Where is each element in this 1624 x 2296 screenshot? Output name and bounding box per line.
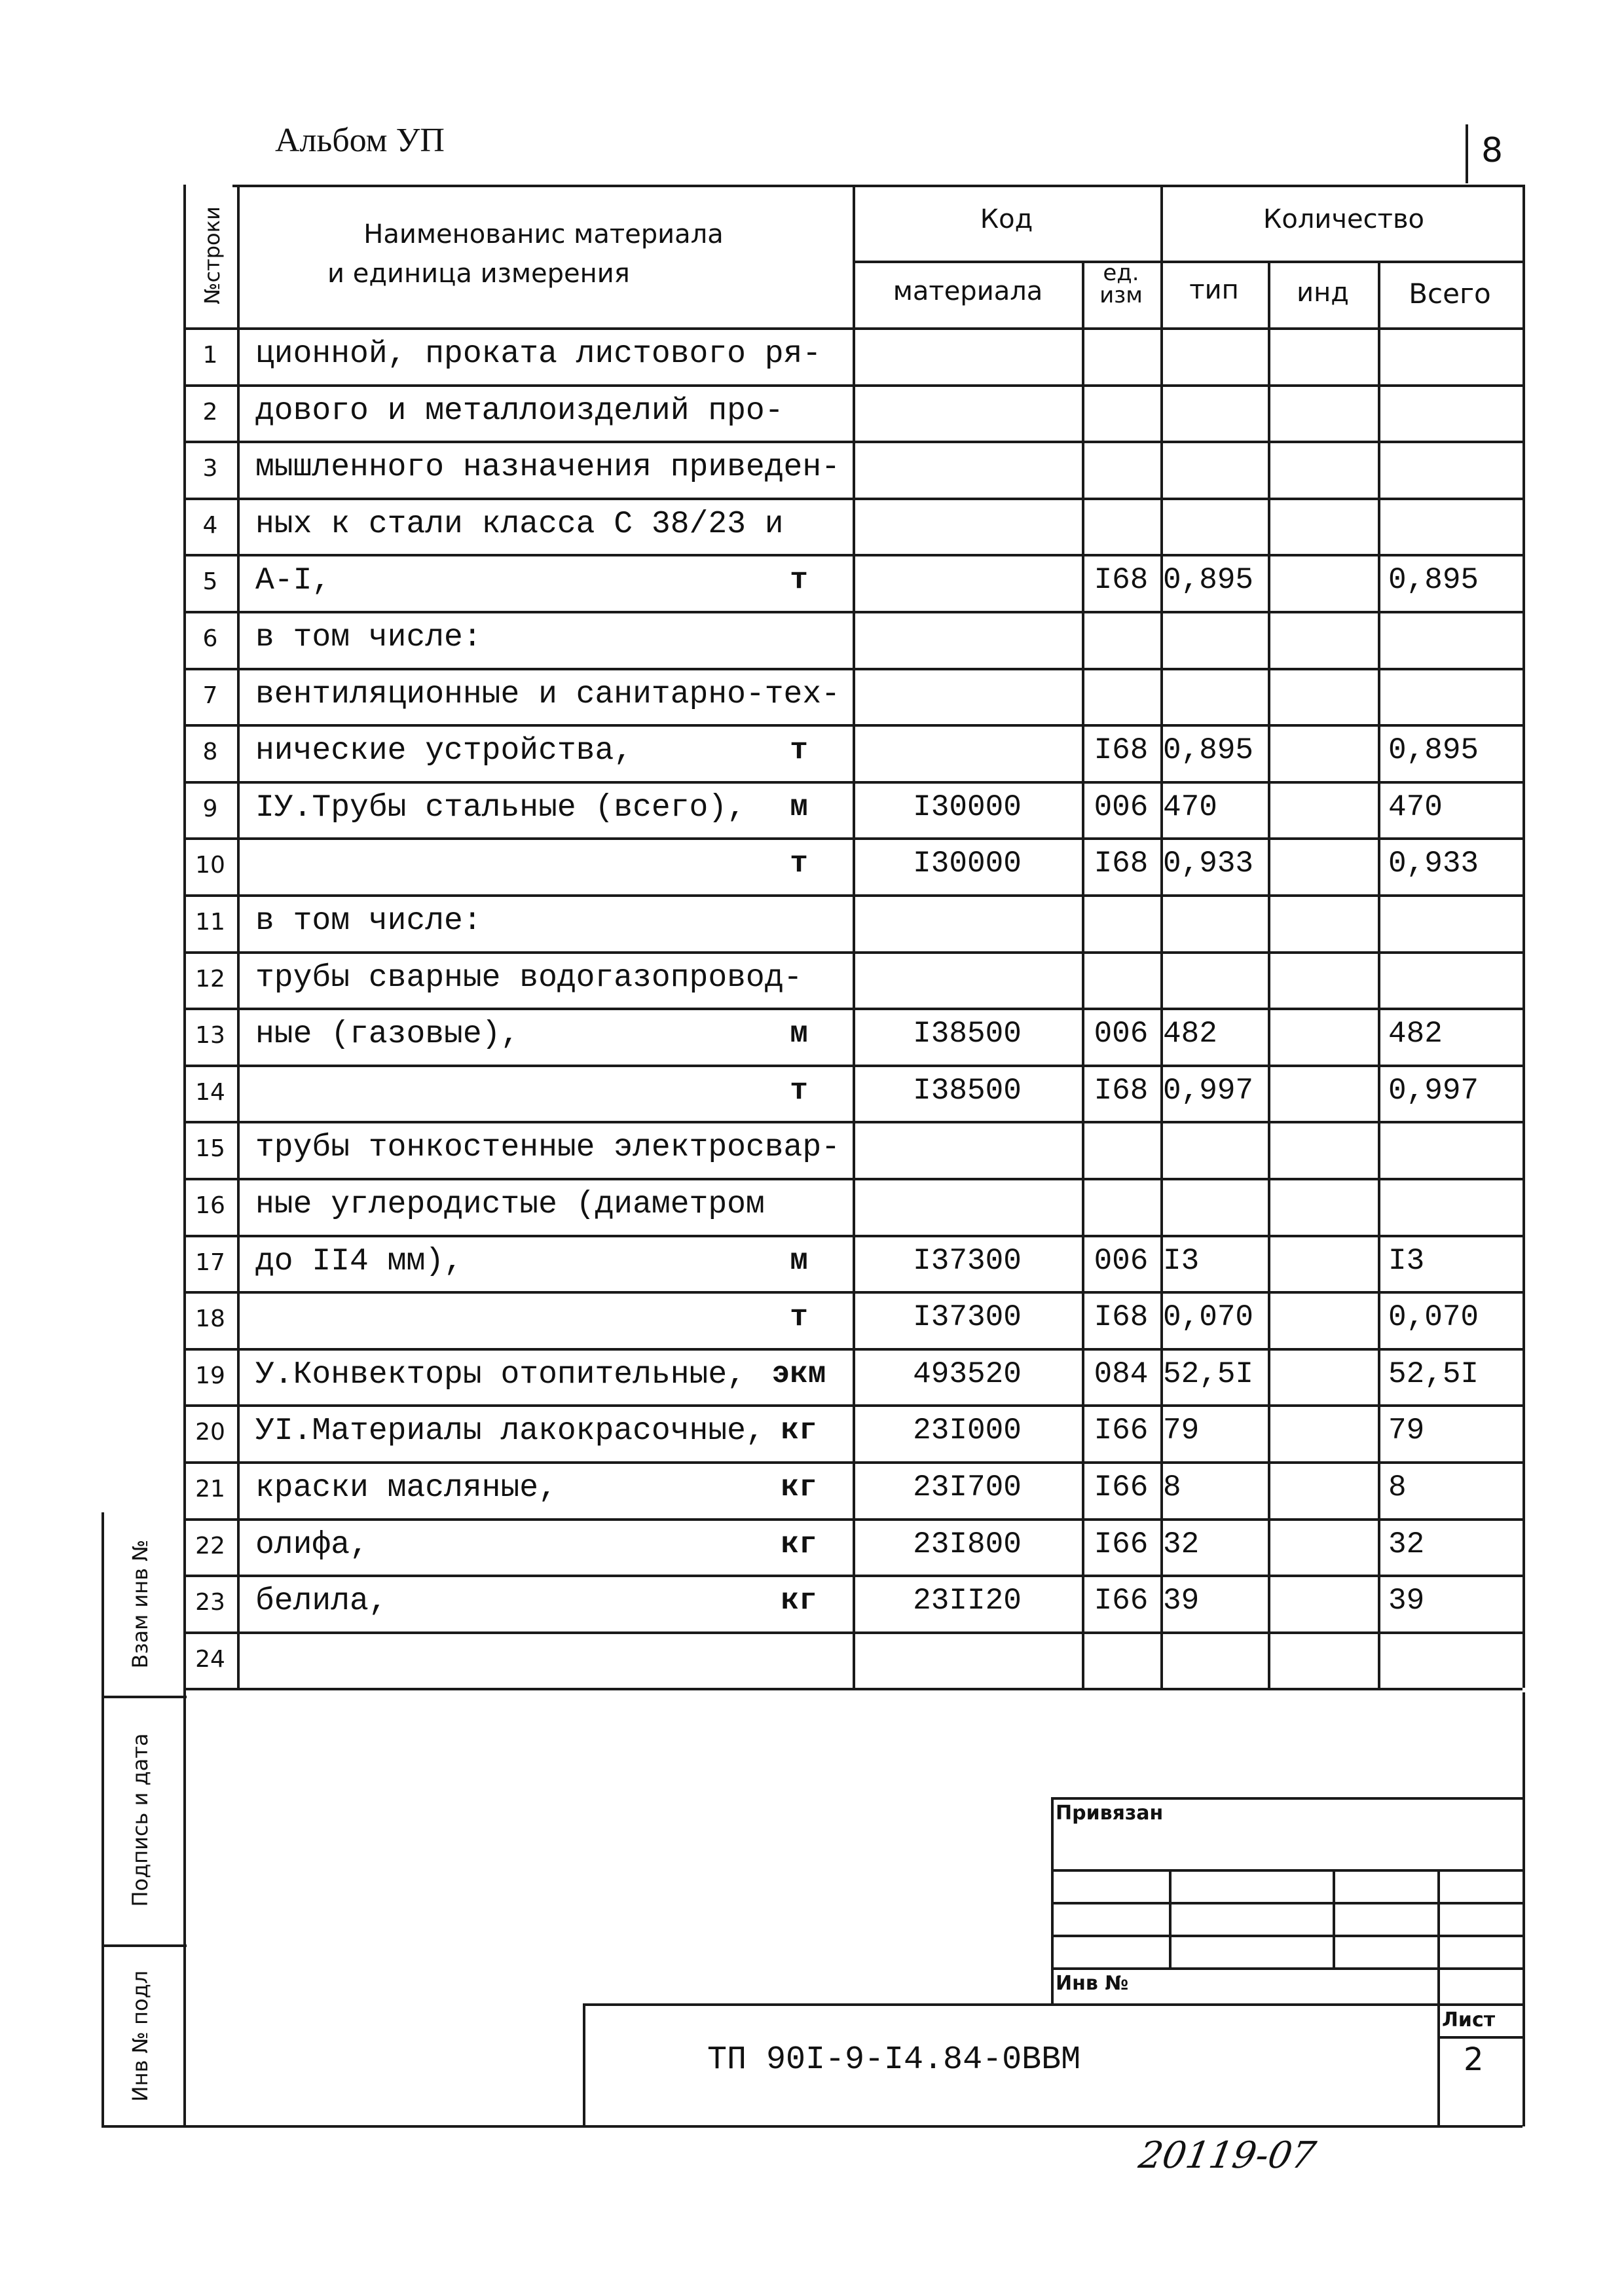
row-number: 6 xyxy=(202,625,218,652)
qty-type: I3 xyxy=(1163,1243,1200,1278)
material-unit: т xyxy=(790,847,808,881)
unit-code: I68 xyxy=(1094,733,1149,768)
material-unit: экм xyxy=(771,1357,826,1391)
quantity-header: Количество xyxy=(1263,204,1424,234)
name-header-line1: Наименованис материала xyxy=(363,219,724,249)
material-code: 23I000 xyxy=(913,1413,1022,1448)
row-number: 5 xyxy=(202,568,218,596)
qty-type: 0,895 xyxy=(1163,733,1254,768)
sheet-label: Лист xyxy=(1442,2009,1496,2032)
qty-total: 79 xyxy=(1388,1413,1425,1448)
unit-code: I68 xyxy=(1094,1300,1149,1335)
material-name: ные углеродистые (диаметром xyxy=(255,1187,765,1222)
unit-code: I66 xyxy=(1094,1470,1149,1504)
qty-ind-header: инд xyxy=(1297,278,1349,308)
material-name: белила, xyxy=(255,1584,388,1620)
qty-type: 52,5I xyxy=(1163,1357,1254,1391)
qty-type: 0,070 xyxy=(1163,1300,1254,1335)
sheet-number: 2 xyxy=(1464,2041,1484,2078)
material-name: А-I, xyxy=(255,563,331,599)
code-unit-header: ед. изм xyxy=(1099,260,1143,308)
qty-total: 0,895 xyxy=(1388,733,1479,768)
material-name: трубы тонкостенные электросвар- xyxy=(255,1130,840,1166)
material-code: I37300 xyxy=(913,1243,1022,1278)
material-name: УI.Материалы лакокрасочные, xyxy=(255,1413,765,1449)
qty-total: 32 xyxy=(1388,1527,1425,1561)
row-number: 23 xyxy=(195,1589,225,1616)
material-name: ные (газовые), xyxy=(255,1017,520,1053)
unit-code: 006 xyxy=(1094,1017,1149,1051)
qty-total: 0,933 xyxy=(1388,847,1479,881)
material-code: I38500 xyxy=(913,1017,1022,1051)
document-code: ТП 90I-9-I4.84-0ВВМ xyxy=(707,2041,1081,2079)
row-number: 4 xyxy=(202,511,218,539)
unit-code: 006 xyxy=(1094,1243,1149,1278)
row-number: 16 xyxy=(195,1192,225,1219)
material-unit: м xyxy=(790,790,808,824)
unit-code: I66 xyxy=(1094,1527,1149,1561)
material-unit: кг xyxy=(781,1470,817,1504)
row-number: 24 xyxy=(195,1645,225,1673)
unit-code: I66 xyxy=(1094,1413,1149,1448)
material-unit: кг xyxy=(781,1584,817,1618)
row-number: 10 xyxy=(195,852,225,879)
material-name: краски масляные, xyxy=(255,1470,557,1506)
qty-type: 79 xyxy=(1163,1413,1200,1448)
material-code: I38500 xyxy=(913,1073,1022,1108)
row-number: 21 xyxy=(195,1476,225,1503)
row-number: 2 xyxy=(202,398,218,426)
row-number: 8 xyxy=(202,738,218,766)
qty-type: 0,997 xyxy=(1163,1073,1254,1108)
qty-total: 0,997 xyxy=(1388,1073,1479,1108)
qty-type-header: тип xyxy=(1189,275,1239,305)
material-name: вентиляционные и санитарно-тех- xyxy=(255,676,840,712)
row-number: 3 xyxy=(202,455,218,483)
qty-total-header: Всего xyxy=(1409,278,1491,310)
handwritten-mark: 20119-07 xyxy=(1135,2134,1320,2177)
qty-total: 482 xyxy=(1388,1017,1443,1051)
album-title: Альбом УП xyxy=(275,122,445,159)
row-number: 20 xyxy=(195,1419,225,1446)
material-code: 23II20 xyxy=(913,1584,1022,1618)
material-name: нические устройства, xyxy=(255,733,633,769)
material-name: в том числе: xyxy=(255,620,482,655)
material-code: 23I700 xyxy=(913,1470,1022,1504)
material-code: 493520 xyxy=(913,1357,1022,1391)
qty-total: 0,895 xyxy=(1388,563,1479,598)
row-number: 22 xyxy=(195,1532,225,1559)
qty-type: 32 xyxy=(1163,1527,1200,1561)
row-number: 12 xyxy=(195,965,225,993)
qty-total: 470 xyxy=(1388,790,1443,824)
qty-total: 0,070 xyxy=(1388,1300,1479,1335)
material-unit: м xyxy=(790,1017,808,1051)
material-name: дового и металлоизделий про- xyxy=(255,393,784,429)
row-number: 11 xyxy=(195,909,225,936)
code-material-header: материала xyxy=(893,276,1043,306)
code-header: Код xyxy=(980,204,1033,234)
material-unit: т xyxy=(790,563,808,598)
qty-total: 8 xyxy=(1388,1470,1407,1504)
qty-type: 8 xyxy=(1163,1470,1181,1504)
unit-code: I68 xyxy=(1094,563,1149,598)
material-name: мышленного назначения приведен- xyxy=(255,450,840,486)
unit-code: I68 xyxy=(1094,847,1149,881)
row-number: 7 xyxy=(202,682,218,709)
qty-type: 0,895 xyxy=(1163,563,1254,598)
material-unit: кг xyxy=(781,1413,817,1448)
unit-code: I68 xyxy=(1094,1073,1149,1108)
row-number: 14 xyxy=(195,1078,225,1106)
privyazan-label: Привязан xyxy=(1056,1802,1164,1825)
material-name: У.Конвекторы отопительные, xyxy=(255,1357,746,1393)
qty-type: 482 xyxy=(1163,1017,1217,1051)
row-number: 13 xyxy=(195,1022,225,1049)
material-name: трубы сварные водогазопровод- xyxy=(255,960,803,996)
unit-code: I66 xyxy=(1094,1584,1149,1618)
unit-code: 084 xyxy=(1094,1357,1149,1391)
side-stamp-podpis-data: Подпись и дата xyxy=(128,1733,153,1907)
qty-type: 0,933 xyxy=(1163,847,1254,881)
qty-type: 39 xyxy=(1163,1584,1200,1618)
inv-no-label: Инв № xyxy=(1056,1972,1129,1995)
material-unit: кг xyxy=(781,1527,817,1561)
material-name: IУ.Трубы стальные (всего), xyxy=(255,790,746,826)
material-name: в том числе: xyxy=(255,903,482,939)
row-number: 15 xyxy=(195,1135,225,1163)
row-number: 1 xyxy=(202,342,218,369)
row-number: 17 xyxy=(195,1248,225,1276)
material-unit: т xyxy=(790,733,808,768)
material-name: олифа, xyxy=(255,1527,369,1563)
material-code: I30000 xyxy=(913,790,1022,824)
side-stamp-inv-podl: Инв № подл xyxy=(128,1970,153,2102)
side-stamp-vzam-inv: Взам инв № xyxy=(128,1539,153,1669)
material-code: 23I800 xyxy=(913,1527,1022,1561)
material-unit: т xyxy=(790,1073,808,1108)
page-corner-number: 8 xyxy=(1481,131,1504,170)
material-unit: т xyxy=(790,1300,808,1335)
qty-total: 39 xyxy=(1388,1584,1425,1618)
row-number: 18 xyxy=(195,1305,225,1333)
material-code: I30000 xyxy=(913,847,1022,881)
qty-total: 52,5I xyxy=(1388,1357,1479,1391)
qty-total: I3 xyxy=(1388,1243,1425,1278)
unit-code: 006 xyxy=(1094,790,1149,824)
material-name: ционной, проката листового ря- xyxy=(255,337,822,372)
row-number: 19 xyxy=(195,1362,225,1389)
material-name: до II4 мм), xyxy=(255,1243,463,1279)
qty-type: 470 xyxy=(1163,790,1217,824)
material-code: I37300 xyxy=(913,1300,1022,1335)
material-name: ных к стали класса С 38/23 и xyxy=(255,506,784,542)
name-header-line2: и единица измерения xyxy=(327,259,630,289)
row-number: 9 xyxy=(202,795,218,822)
row-number-header: №строки xyxy=(200,206,225,304)
material-unit: м xyxy=(790,1243,808,1278)
